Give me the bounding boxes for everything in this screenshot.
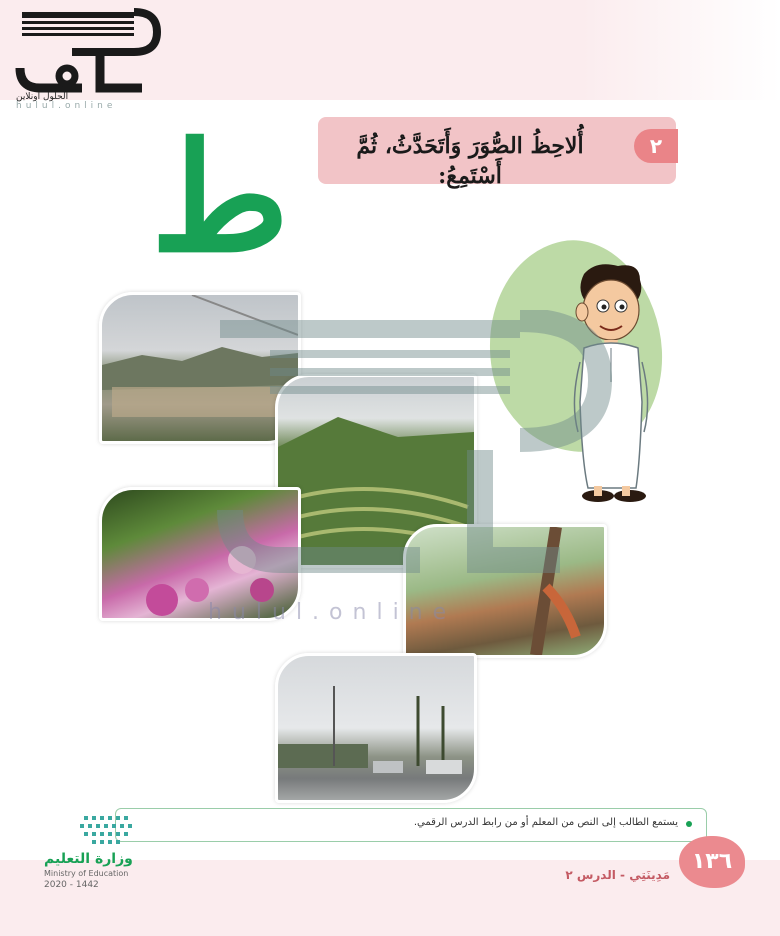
activity-instruction-banner [318,117,676,189]
ministry-year: 2020 - 1442 [44,880,99,890]
activity-number-badge: ٢ [634,129,678,163]
page-number-badge: ١٣٦ [679,836,745,888]
audio-note-box [115,808,707,842]
logo-arabic-name: الحلول اونلاين [16,92,69,102]
audio-note-text: يستمع الطالب إلى النص من المعلم أو من رابط الدرس الرقمي. [413,817,678,828]
logo-url: hulul.online [16,101,117,111]
lesson-title: مَدِينَتِي - الدرس ٢ [565,868,670,882]
featured-letter: ط [150,110,290,286]
watermark-url: hulul.online [208,600,457,625]
top-band-fade [580,0,780,100]
bullet-icon [686,821,692,827]
photo-rainy-street [275,653,477,803]
ministry-name-arabic: وزارة التعليم [44,851,133,867]
ministry-name-english: Ministry of Education [44,869,129,878]
activity-instruction: أُلاحِظُ الصُّوَرَ وَأَتَحَدَّثُ، ثُمَّ أَسْتَمِعُ: [356,133,584,189]
ministry-logo-icon [44,812,174,852]
hulul-watermark-icon [200,310,620,590]
